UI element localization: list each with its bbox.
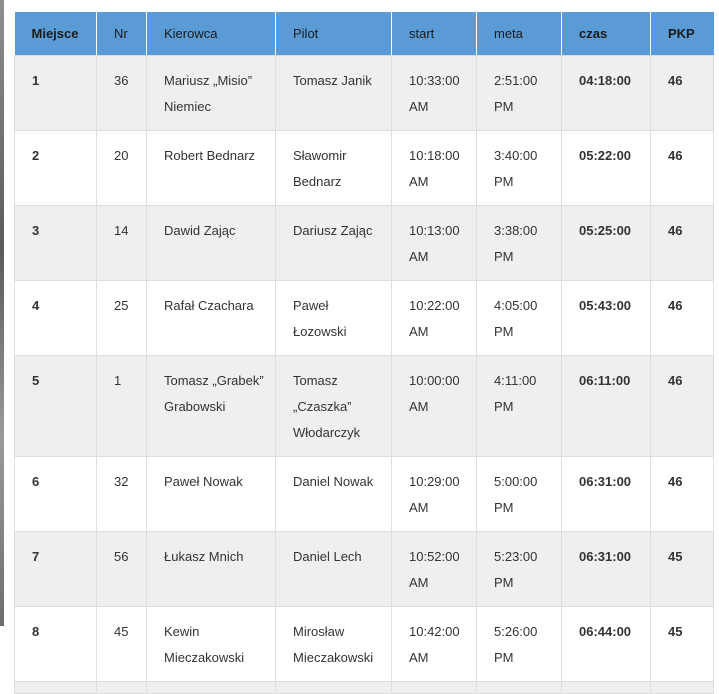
cell-nr: 56	[97, 531, 147, 606]
cell-pkp: 46	[651, 205, 714, 280]
cell-miejsce: 8	[15, 606, 97, 681]
cell-empty	[392, 681, 477, 693]
results-table	[14, 12, 714, 694]
cell-nr: 32	[97, 456, 147, 531]
cell-empty	[147, 681, 276, 693]
cell-czas: 06:31:00	[562, 456, 651, 531]
header-nr: Nr	[97, 12, 147, 55]
header-czas: czas	[562, 12, 651, 55]
cell-nr: 36	[97, 55, 147, 130]
cell-pilot: Daniel Nowak	[276, 456, 392, 531]
table-row-partial	[15, 681, 714, 693]
table-row	[15, 355, 714, 456]
cell-start: 10:33:00 AM	[392, 55, 477, 130]
cell-miejsce: 5	[15, 355, 97, 456]
cell-empty	[477, 681, 562, 693]
cell-empty	[15, 681, 97, 693]
table-header-row	[15, 12, 714, 55]
cell-meta: 3:38:00 PM	[477, 205, 562, 280]
cell-czas: 06:11:00	[562, 355, 651, 456]
cell-pkp: 46	[651, 55, 714, 130]
cell-nr: 20	[97, 130, 147, 205]
cell-meta: 4:11:00 PM	[477, 355, 562, 456]
cell-empty	[562, 681, 651, 693]
cell-meta: 5:23:00 PM	[477, 531, 562, 606]
header-start: start	[392, 12, 477, 55]
cell-kierowca: Rafał Czachara	[147, 280, 276, 355]
table-row	[15, 606, 714, 681]
cell-pilot: Daniel Lech	[276, 531, 392, 606]
header-meta: meta	[477, 12, 562, 55]
table-row	[15, 456, 714, 531]
cell-pilot: Tomasz Janik	[276, 55, 392, 130]
cell-miejsce: 7	[15, 531, 97, 606]
cell-czas: 04:18:00	[562, 55, 651, 130]
cell-pkp: 46	[651, 456, 714, 531]
cell-start: 10:22:00 AM	[392, 280, 477, 355]
cell-czas: 06:31:00	[562, 531, 651, 606]
cell-start: 10:52:00 AM	[392, 531, 477, 606]
cell-pkp: 45	[651, 606, 714, 681]
cell-pkp: 46	[651, 280, 714, 355]
cell-meta: 2:51:00 PM	[477, 55, 562, 130]
cell-pilot: Sławomir Bednarz	[276, 130, 392, 205]
header-pkp: PKP	[651, 12, 714, 55]
cell-czas: 05:43:00	[562, 280, 651, 355]
table-row	[15, 531, 714, 606]
cell-pilot: Tomasz „Czaszka” Włodarczyk	[276, 355, 392, 456]
table-row	[15, 205, 714, 280]
cell-pkp: 46	[651, 130, 714, 205]
header-miejsce: Miejsce	[15, 12, 97, 55]
cell-nr: 45	[97, 606, 147, 681]
cell-miejsce: 6	[15, 456, 97, 531]
cell-kierowca: Łukasz Mnich	[147, 531, 276, 606]
cell-pkp: 46	[651, 355, 714, 456]
cell-pilot: Mirosław Mieczakowski	[276, 606, 392, 681]
background-image-edge	[0, 0, 4, 626]
cell-miejsce: 4	[15, 280, 97, 355]
cell-czas: 06:44:00	[562, 606, 651, 681]
cell-czas: 05:25:00	[562, 205, 651, 280]
cell-empty	[97, 681, 147, 693]
cell-start: 10:13:00 AM	[392, 205, 477, 280]
cell-kierowca: Dawid Zając	[147, 205, 276, 280]
header-pilot: Pilot	[276, 12, 392, 55]
results-table-container	[14, 12, 713, 694]
cell-empty	[276, 681, 392, 693]
cell-meta: 5:26:00 PM	[477, 606, 562, 681]
cell-kierowca: Robert Bednarz	[147, 130, 276, 205]
table-row	[15, 280, 714, 355]
table-row	[15, 130, 714, 205]
cell-start: 10:42:00 AM	[392, 606, 477, 681]
cell-nr: 25	[97, 280, 147, 355]
cell-pilot: Paweł Łozowski	[276, 280, 392, 355]
cell-start: 10:18:00 AM	[392, 130, 477, 205]
cell-miejsce: 1	[15, 55, 97, 130]
cell-kierowca: Kewin Mieczakowski	[147, 606, 276, 681]
cell-start: 10:00:00 AM	[392, 355, 477, 456]
header-kierowca: Kierowca	[147, 12, 276, 55]
cell-kierowca: Tomasz „Grabek” Grabowski	[147, 355, 276, 456]
cell-czas: 05:22:00	[562, 130, 651, 205]
cell-nr: 1	[97, 355, 147, 456]
cell-meta: 5:00:00 PM	[477, 456, 562, 531]
cell-miejsce: 2	[15, 130, 97, 205]
cell-kierowca: Mariusz „Misio” Niemiec	[147, 55, 276, 130]
cell-nr: 14	[97, 205, 147, 280]
cell-pkp: 45	[651, 531, 714, 606]
cell-meta: 4:05:00 PM	[477, 280, 562, 355]
cell-pilot: Dariusz Zając	[276, 205, 392, 280]
cell-miejsce: 3	[15, 205, 97, 280]
table-row	[15, 55, 714, 130]
cell-start: 10:29:00 AM	[392, 456, 477, 531]
cell-empty	[651, 681, 714, 693]
cell-meta: 3:40:00 PM	[477, 130, 562, 205]
cell-kierowca: Paweł Nowak	[147, 456, 276, 531]
